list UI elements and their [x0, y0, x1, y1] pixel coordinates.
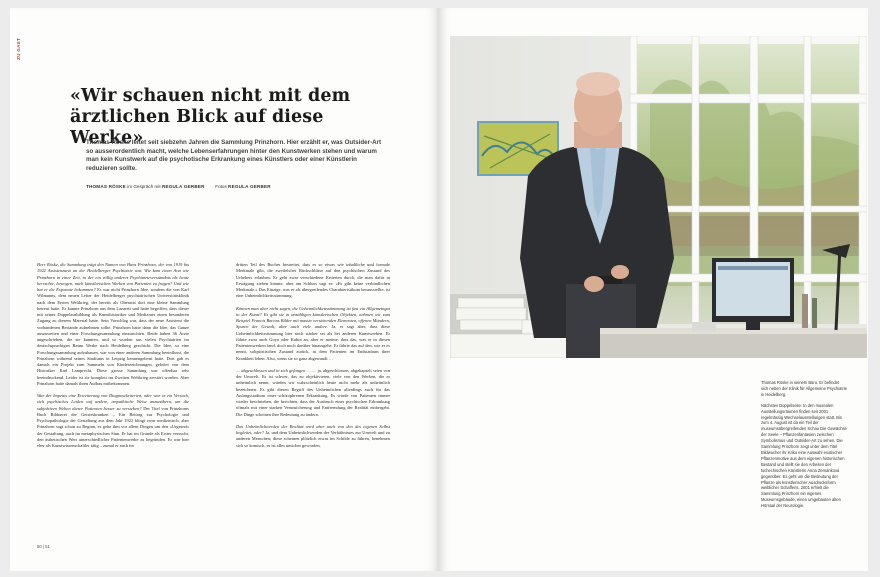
- paragraph: [236, 424, 390, 449]
- interview-answer: Der Titel von Prinzhorns Buch Bildnerei der Geisteskranken – Ein Beitrag zur Psychologie und Psychopathologie der Gestaltung aus dem Jahr 1922 klingt zwar medizinisch, aber Prinzhorn sagt schon zu Beginn, es gehe ihm vor allem Dingen um den «Urgrund» der Gestaltung, auch im metaphysischen Sinn. Er hat im Grunde als Erster versucht, den ästhetischen Wert unterschiedlicher Patientenwerke zu begründen. Er war hier eher als Kunstwissenschaftler tätig – zumal er auch im: [37, 405, 190, 448]
- paragraph: [236, 368, 390, 418]
- caption-paragraph: Thomas Röske in seinem Büro. Er befindet sich neben der Klinik für Allgemeine Psychiatrie in Heidelberg.: [761, 380, 848, 397]
- article-lead: Thomas Röske leitet seit siebzehn Jahren die Sammlung Prinzhorn. Hier erzählt er, was Outsider-Art so ausserordentlich macht, welche Lebenserfahrungen hinter den Kunstwerken stehen und warum man kein Kunstwerk auf die psychotische Erkrankung eines Künstlers oder einer Künstlerin reduzieren sollte.: [86, 139, 382, 173]
- paragraph: [37, 393, 189, 449]
- interview-question: War der Impetus eine Erweiterung von Diagnosekriterien, oder war es ein Versuch, sich psychisches Leiden auf andere, empathische Weise anzunähern, um die subjektiven Welten dieser Patienten besser zu verstehen?: [37, 393, 189, 411]
- photo-caption: [761, 380, 847, 509]
- credit-conversation: im Gespräch mit: [127, 184, 161, 189]
- paragraph: [236, 262, 390, 300]
- interview-question: Herr Röske, die Sammlung trägt den Namen von Hans Prinzhorn, der von 1919 bis 1922 Assistenzarzt an der Heidelberger Psychiatrie war. Wie kam einen Arzt wie Prinzhorn in einer Zeit, in der ein völlig anderes Psychiatrieverständnis als heute herrschte, bewogen, nach künstlerischen Werken von Patienten zu fragen? Und wie hat er die Exponate bekommen?: [37, 262, 189, 292]
- interview-question: Können man aber nicht sagen, die Unheimlichkeitsstimmung ist fast ein Allgemeingut in der Kunst? Es gibt sie in unzähligen künstlerischen Objekten, nehmen wir zum Beispiel Francis Bacons Bilder mit massiv verstörenden Elementen, offenen Mündern, Spuren der Gewalt, aber auch viele andere.: [236, 305, 390, 330]
- article-credits: [86, 184, 386, 189]
- interview-answer: dritten Teil des Buches bestreitet, dass es so etwas wie inhaltliche und formale Merkmale gibt, die zweifelsfrei Rückschlüsse auf den psychischen Zustand des Urhebers erlauben. Er geht zwar verschiedene Kriterien durch, die man dafür in Erwägung ziehen könnte, aber am Schluss sagt er: «Es gibt keine verbindlichen Merkmale.» Das Einzige, was er als übergreifendes Charakteristikum herausstellte, ist eine Unheimlichkeitsstimmung.: [236, 262, 390, 299]
- section-tag: ZU GAST: [16, 38, 21, 60]
- paragraph: [236, 306, 390, 362]
- text-column-2: [236, 262, 390, 449]
- interview-answer: Es war nicht Prinzhorn Idee, sondern die von Karl Wilmanns, dem neuen Leiter der Heidelberger psychiatrischen Universitätsklinik nach dem Ersten Weltkrieg, der bereits als Oberarzt dort eine kleine Sammlung betreut hatte. Er kannte Prinzhorn aus dem Lazarett und hatte begriffen, dass dieser mit seiner Doppelausbildung als Kunsthistoriker und Mediziner einen besonderen Zugang zu diesem Material hatte. Sein Vorschlag war, dass der neue Assistent die vorhandenen Bestände aufnehmen sollte. Prinzhorn hatte dann die Idee, das Ganze auszuweiten und einer Forschungssammlung einzurichten. Beide haben 36 Ärzte angeschrieben, die sie kannten, und so wurden aus vielen Psychiatrien im deutschsprachigen Raum Werke nach Heidelberg geschickt. Die Idee, so eine Forschungssammlung aufzubauen, war von einer anderen Sammlung beeinflusst, die Prinzhorn während seines Studiums in Leipzig kennengelernt hatte. Dort gab es damals ein Projekt zum Sammeln von Kinderzeichnungen, geleitet von dem Historiker Karl Lamprecht. Diese grosse Sammlung war offenbar sehr beeindruckend. Leider ist sie komplett im Zweiten Weltkrieg zerstört worden. Aber Prinzhorn hatte damals ihren Aufbau mitbekommen.: [37, 287, 189, 386]
- left-page: [10, 8, 439, 571]
- interview-question: Das Unheimlichwerden der Realität wird aber auch von den des eigenen Selbst begleitet, oder?: [236, 423, 390, 435]
- right-page: [439, 8, 868, 571]
- interview-answer: Ja, und dem Unheimlichwerden der Verhältnisses zur Umwelt und zu anderen Menschen; diese scheinen plötzlich etwas im Schilde zu führen, benehmen sich so komisch, es ist alles unsicher geworden,: [236, 430, 391, 448]
- text-column-1: [37, 262, 189, 449]
- interview-question: … abgeschlossen und in sich gefangen …: [236, 367, 311, 373]
- caption-paragraph: Nächstes Doppelseite: In den musealen Ausstellungsräumen finden seit 2001 regelmässig Wechselausstellungen statt. Bis zum 4. August ist da ein Teil der museumsübergreifenden Schau Die Gewächse der Seele – Pflanzenfantasien zwischen Symbolismus und Outsider-Art zu sehen. Die Sammlung Prinzhorn zeigt unter dem Titel Bildwucher ihr Kriko eine Auswahl exotischer Pflanzenmotive aus dem eigenen historischen Bestand und stellt sie den Arbeiten der tschechischen Künstlerin Anna Zemánková gegenüber. Es geht um die Bedeutung der Pflanze als künstlerischer Ausdrucksform weiblicher Schaffens. 2001 erhielt die Sammlung Prinzhorn ein eigenes Museumsgebäude, einen umgebauten alten Hörsaal der Neurologie.: [761, 402, 847, 509]
- credit-subject: THOMAS RÖSKE: [86, 184, 126, 189]
- credit-photographer: REGULA GERBER: [228, 184, 271, 189]
- article-headline: «Wir schauen nicht mit dem ärztlichen Blick auf diese Werke»: [70, 86, 351, 148]
- magazine-spread: [10, 8, 868, 571]
- credit-photo-label: Fotos: [215, 184, 227, 189]
- interview-answer: Ja, er sagt aber, dass diese Unheimlichkeitsstimmung hier noch stärker sei als bei anderen Kunstwerken. Er führte zwar auch Goya oder Kubin an, aber er meinte, dass das, was er in diesen Patientenwerken fand, doch noch darüber hinausgehe. Er führte das auf den, wie er es nennt, solipsistischen Zustand zurück, in dem Patienten im Endstadium ihrer Krankheit leben. Also, wenn sie so ganz abgewandt …: [236, 324, 391, 361]
- portrait-photo: [450, 36, 867, 358]
- interview-answer: … ja, abgeschlossen, abgekapselt seien von der Umwelt. Es ist schwer, das zu objektivieren, viele von den Werken, die er unheimlich nennt, würden wir wahrscheinlich heute nicht mehr als unheimlich bezeichnen. Es gibt diesen Begriff des Unheimlichen allerdings auch für das Anfangsstadium einer schizophrenen Erkrankung. Es wurde von Patienten immer wieder beschrieben, die berichten, dass der Ausbruch einer psychischen Erkrankung oftmals mit einer starken Verunsicherung und Entfremdung der Realität einhergeht. Die Dinge scheinen ihre Bedeutung zu ändern.: [236, 367, 390, 417]
- page-folio: 50 | 51: [37, 544, 50, 549]
- credit-interviewer: REGULA GERBER: [161, 184, 205, 189]
- paragraph: [37, 262, 189, 387]
